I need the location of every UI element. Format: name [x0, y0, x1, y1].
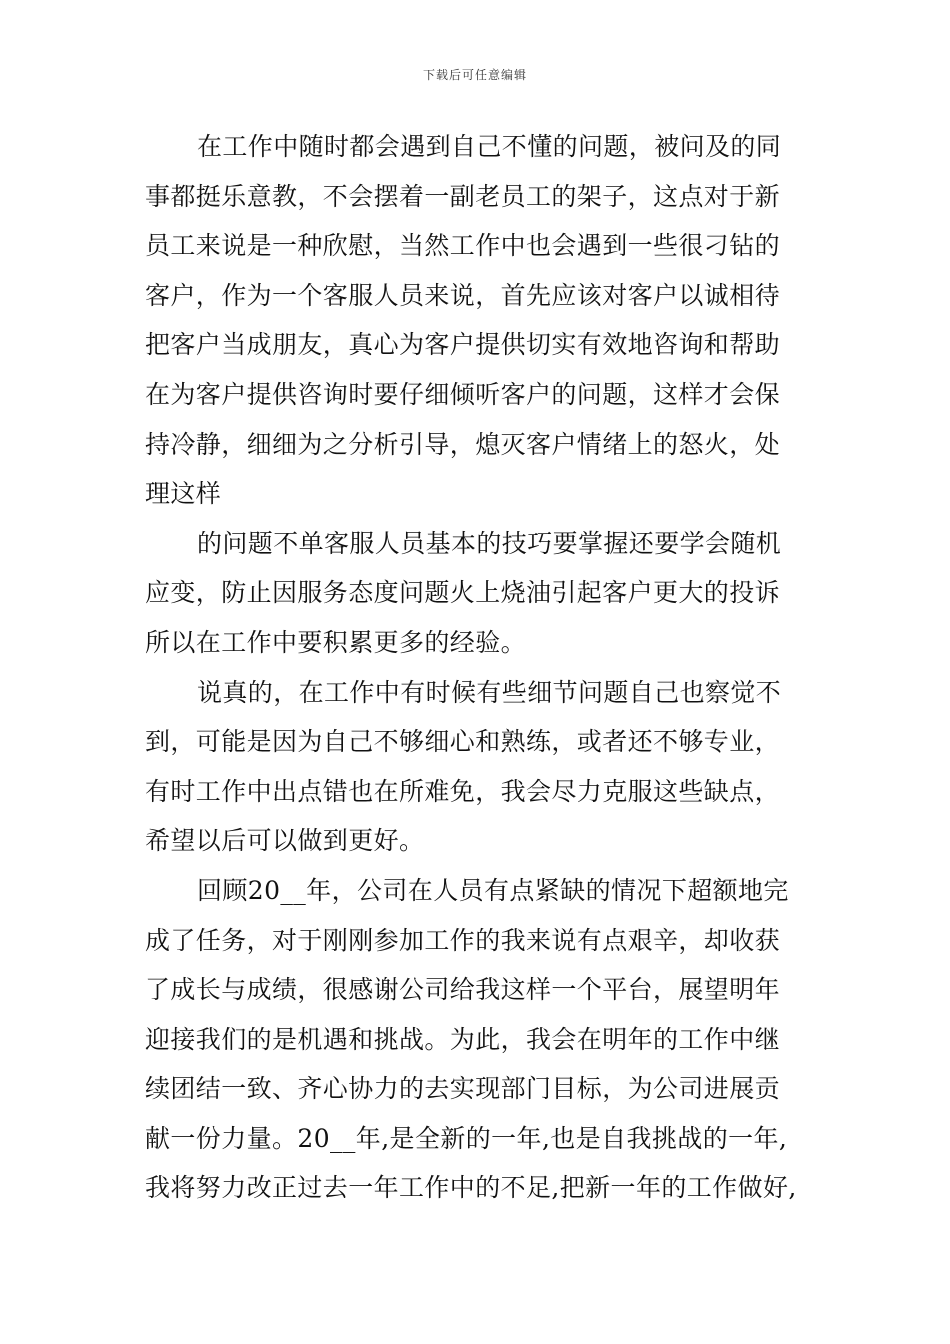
text-line: 客户，作为一个客服人员来说，首先应该对客户以诚相待 — [145, 280, 781, 310]
text-line: 献一份力量。20__年,是全新的一年,也是自我挑战的一年, — [145, 1123, 788, 1153]
text-line: 应变，防止因服务态度问题火上烧油引起客户更大的投诉 — [145, 578, 781, 608]
text-line: 理这样 — [145, 479, 222, 509]
text-line: 在工作中随时都会遇到自己不懂的问题，被问及的同 — [197, 132, 782, 161]
text-line: 的问题不单客服人员基本的技巧要掌握还要学会随机 — [197, 528, 782, 558]
text-line: 了成长与成绩，很感谢公司给我这样一个平台，展望明年 — [145, 975, 781, 1005]
text-line: 我将努力改正过去一年工作中的不足,把新一年的工作做好, — [145, 1173, 797, 1203]
page-header: 下载后可任意编辑 — [422, 68, 527, 82]
text-line: 持冷静，细细为之分析引导，熄灭客户情绪上的怒火，处 — [145, 429, 781, 459]
text-line: 迎接我们的是机遇和挑战。为此，我会在明年的工作中继 — [145, 1024, 781, 1054]
text-line: 员工来说是一种欣慰，当然工作中也会遇到一些很刁钻的 — [145, 231, 781, 261]
text-line: 成了任务，对于刚刚参加工作的我来说有点艰辛，却收获 — [145, 925, 781, 955]
document-body — [145, 122, 810, 1213]
text-line: 所以在工作中要积累更多的经验。 — [145, 627, 527, 657]
text-line: 把客户当成朋友，真心为客户提供切实有效地咨询和帮助 — [145, 330, 781, 360]
text-line: 续团结一致、齐心协力的去实现部门目标，为公司进展贡 — [145, 1074, 781, 1104]
text-line: 事都挺乐意教，不会摆着一副老员工的架子，这点对于新 — [145, 181, 781, 211]
text-line: 希望以后可以做到更好。 — [145, 826, 425, 856]
text-line: 回顾20__年，公司在人员有点紧缺的情况下超额地完 — [197, 875, 789, 905]
text-line: 到，可能是因为自己不够细心和熟练，或者还不够专业， — [145, 727, 781, 757]
text-line: 在为客户提供咨询时要仔细倾听客户的问题，这样才会保 — [145, 379, 781, 409]
text-line: 有时工作中出点错也在所难免，我会尽力克服这些缺点， — [145, 776, 781, 806]
text-line: 说真的，在工作中有时候有些细节问题自己也察觉不 — [197, 677, 782, 707]
